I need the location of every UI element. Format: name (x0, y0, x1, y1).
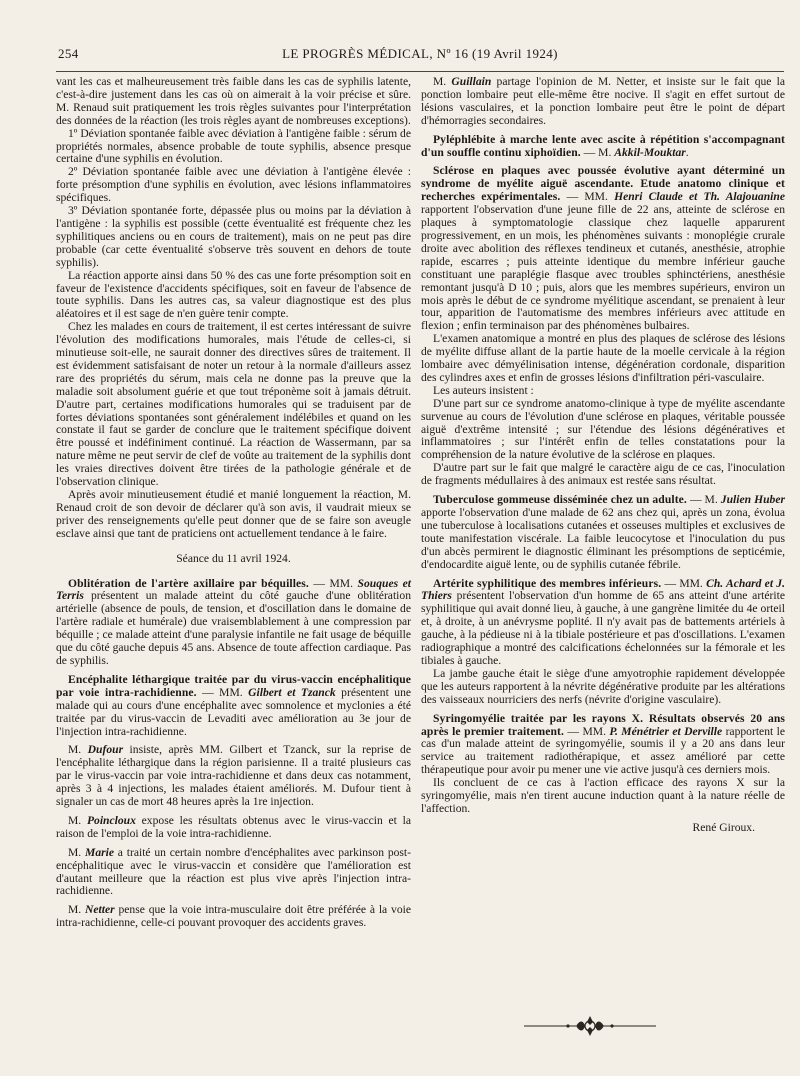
paragraph: 1º Déviation spontanée faible avec déviation à l'antigène faible : sérum de propriétés normales, absence probable de toute syphilis, absence presque certaine d'une syphilis en évolution. (56, 126, 411, 166)
communication-authors: Gilbert et Tzanck (248, 685, 336, 699)
communication-entry (421, 713, 785, 778)
separator: — M. (580, 145, 615, 159)
communication-entry (421, 578, 785, 668)
communication-entry (56, 674, 411, 739)
left-column (56, 76, 411, 930)
communication-entry (421, 134, 785, 160)
paragraph: L'examen anatomique a montré en plus des plaques de sclérose des lésions de myélite diffuse allant de la partie haute de la moelle cervicale à la région lombaire avec démyélinisation intense, dégénération cordonale, disparition des cylindres axes et enfin de grosses lésions d'infiltration péri-vasculaire. (421, 332, 785, 384)
page-number: 254 (58, 46, 79, 61)
discussion-text: a traité un certain nombre d'encéphalites avec parkinson post-encéphalitique avec le virus-vaccin et considère que l'amélioration est d'autant meilleure que la réaction est plus vive après l'injection intra-rachidienne. (56, 845, 412, 898)
discussant: Dufour (87, 743, 124, 757)
communication-authors: Julien Huber (720, 493, 785, 507)
fleuron-ornament-icon (520, 1014, 660, 1038)
communication-text: rapportent le cas d'un malade atteint de syringomyélie, soumis il y a 20 ans dans leur service au traitement radiothérapique, et assez amélioré par cette thérapeutique pour avoir pu mener une vie active jusqu'à ces derniers mois. (421, 724, 786, 777)
discussion-paragraph (421, 76, 785, 128)
prefix: M. (433, 75, 452, 88)
discussion-text: pense que la voie intra-musculaire doit être préférée à la voie intra-rachidienne, celle-ci pouvant provoquer des accidents graves. (56, 903, 411, 930)
communication-text: présentent un malade atteint du côté gauche d'une oblitération artérielle (absence de pouls, de tension, et d'oscillation dans le domaine de l'artère radiale et humérale) due vraisemblablement à une compression par béquille ; ce malade atteint d'une paralysie infantile ne fait usage de béquille que du côté gauche depuis 45 ans. Absence de toute affection cardiaque. Pas de syphilis. (56, 589, 411, 667)
communication-title: Pyléphlébite à marche lente avec ascite à répétition s'accompagnant d'un souffle continu xiphoïdien. (421, 132, 785, 159)
communication-entry (421, 165, 785, 333)
paragraph: Chez les malades en cours de traitement, il est certes intéressant de suivre l'évolution des modifications humorales, mais l'étude de celles-ci, si minutieuse soit-elle, ne saurait donner des directives sûres de traitement. Il est évidemment satisfaisant de noter un retour à la normale d'ailleurs assez rare des propriétés du sérum, mais cela ne donne pas la preuve que la maladie soit absolument guérie et que tout tréponème soit à jamais détruit. D'autre part, certaines modifications humorales qui se traduisent par de fortes déviations spontanées sont généralement indélébiles et quand on les constate il faut se garder de conclure que le traitement spécifique doivent être poussé et indéfiniment continué. La réaction de Wassermann, par sa nature même ne peut servir de clef de voûte au traitement de la syphilis dont les vraies directives doivent être tirées de la pathologie générale et de l'observation clinique. (56, 320, 411, 489)
paragraph: 2º Déviation spontanée faible avec une déviation à l'antigène élevée : forte présomption d'une syphilis en évolution, avec lésions inflammatoires spécifiques. (56, 165, 411, 205)
prefix: M. (68, 743, 88, 757)
communication-authors: Souques et Terris (56, 576, 411, 603)
discussant: Marie (85, 845, 114, 859)
signature: René Giroux. (692, 820, 755, 834)
prefix: M. (68, 813, 87, 827)
communication-title: Encéphalite léthargique traitée par du virus-vaccin encéphalitique par voie intra-rachidienne. (56, 672, 411, 699)
separator: — M. (686, 493, 721, 507)
separator: — MM. (196, 685, 249, 699)
separator: — MM. (308, 576, 358, 590)
running-header (56, 38, 784, 61)
discussion-text: partage l'opinion de M. Netter, et insiste sur le fait que la ponction lombaire peut elle-même être nocive. Il s'agit en effet surtout de lésions vasculaires, et la ponction lombaire peut être le point de départ d'hémorragies secondaires. (421, 75, 785, 127)
discussion-paragraph (56, 815, 411, 841)
communication-text: présentent une malade qui au cours d'une encéphalite avec somnolence et myclonies a été traitée par du virus-vaccin de Levaditi avec amélioration au 3e jour de l'injection intra-rachidienne. (56, 685, 412, 738)
communication-text: présentent l'observation d'un homme de 65 ans atteint d'une artérite syphilitique qui avait donné lieu, à gauche, à une gangrène limitée du 4e orteil et, à droite, à un anévrysme poplité. Il n'y avait pas de battements artériels à gauche, à la pédieuse ni à la tibiale postérieure et pas d'oscillations. L'examen radiographique a montré des calcifications échelonnées sur la fémorale et les tibiales à gauche. (421, 589, 785, 667)
prefix: M. (68, 845, 86, 859)
communication-text: rapportent l'observation d'une jeune fille de 22 ans, atteinte de sclérose en plaques à symptomatologie classique chez laquelle apparurent progressivement, en un mois, les phénomènes suivants : monoplégie crurale droite avec abolition des réflexes tendineux et cutanés, anesthésie, atrophie rapide, escarres ; puis atteinte identique du membre inférieur gauche constituant une paraplégie flasque avec troubles sphinctériens, anesthésie remontant jusqu'à D 10 ; puis, alors que les membres supérieurs, environ un mois après le début de ce syndrome myélitique ascendant, se prenaient à leur tour, apparition de l'automatisme des membres inférieurs avec attitude en flexion ; enfin terminaison par des phénomènes bulbaires. (421, 203, 785, 333)
paragraph: 3º Déviation spontanée forte, dépassée plus ou moins par la déviation à l'antigène : la syphilis est possible (cette éventualité est fréquente chez les syphilitiques anciens ou en cours de traitement), mais on ne peut pas dire probable (car cette éventualité s'observe très souvent en dehors de toute syphilis). (56, 204, 411, 269)
session-heading: Séance du 11 avril 1924. (176, 551, 291, 565)
right-column (421, 76, 785, 835)
communication-title: Artérite syphilitique des membres inférieurs. (433, 576, 662, 590)
paragraph: La réaction apporte ainsi dans 50 % des cas une forte présomption soit en faveur de l'existence d'accidents spécifiques, soit en faveur de l'absence de toute syphilis. Dans les autres cas, sa valeur diagnostique est des plus aléatoires et il est sage de n'en guère tenir compte. (56, 268, 411, 321)
paragraph: Ils concluent de ce cas à l'action efficace des rayons X sur la syringomyélie, mais n'en tirent aucune induction quant à la nature réelle de l'affection. (421, 776, 785, 815)
communication-title: Sclérose en plaques avec poussée évolutive ayant déterminé un syndrome de myélite aiguë ascendante. Etude anatomo clinique et recherches expérimentales. (421, 164, 785, 204)
discussion-paragraph (56, 847, 411, 899)
communication-authors: Ch. Achard et J. Thiers (421, 576, 785, 603)
paragraph: D'une part sur ce syndrome anatomo-clinique à type de myélite ascendante survenue au cours de l'évolution d'une sclérose en plaques, véritable poussée aiguë d'extrême intensité ; sur l'étendue des lésions dégénératives et inflammatoires ; sur l'intérêt enfin de telles constatations pour la compréhension de la nature évolutive de la sclérose en plaques. (421, 396, 785, 462)
prefix: M. (68, 903, 86, 917)
separator: — MM. (564, 724, 610, 738)
header-rule (56, 71, 784, 72)
discussant: Guillain (451, 75, 492, 88)
paragraph: vant les cas et malheureusement très faible dans les cas de syphilis latente, c'est-à-dire justement dans les cas où on aimerait à la voir précise et sûre. M. Renaud suit pratiquement les trois règles suivantes pour l'interprétation des données de la réaction (les trois règles ayant de nombreuses exceptions). (56, 75, 411, 127)
communication-title: Tuberculose gommeuse disséminée chez un adulte. (433, 493, 687, 507)
discussion-paragraph (56, 904, 411, 930)
communication-entry (421, 494, 785, 571)
discussant: Netter (85, 903, 115, 917)
period: . (685, 145, 689, 159)
communication-authors: P. Ménétrier et Derville (609, 724, 723, 738)
separator: — MM. (661, 576, 707, 590)
paragraph: La jambe gauche était le siège d'une amyotrophie rapidement développée que les auteurs rapportent à la névrite dégénérative produite par les altérations des vaisseaux nourriciers des nerfs (névrite d'origine vasculaire). (421, 666, 785, 706)
communication-title: Oblitération de l'artère axillaire par béquilles. (68, 576, 309, 590)
communication-authors: Akkil-Mouktar (614, 145, 686, 159)
paragraph: Après avoir minutieusement étudié et manié longuement la réaction, M. Renaud croit de son devoir de déclarer qu'à son avis, il vaudrait mieux se priver des renseignements qu'elle peut donner que de se faire son aveugle esclave ainsi que tant de praticiens ont actuellement tendance à le faire. (56, 488, 411, 540)
paragraph: D'autre part sur le fait que malgré le caractère aigu de ce cas, l'inoculation de fragments médullaires à des animaux est restée sans résultat. (421, 461, 785, 488)
paragraph: Les auteurs insistent : (433, 383, 534, 397)
journal-title: LE PROGRÈS MÉDICAL, Nº 16 (19 Avril 1924) (282, 46, 558, 61)
discussant: Poincloux (86, 813, 136, 827)
communication-entry (56, 578, 411, 668)
communication-authors: Henri Claude et Th. Alajouanine (614, 190, 785, 204)
communication-title: Syringomyélie traitée par les rayons X. Résultats observés 20 ans après le premier traitement. (421, 711, 785, 738)
separator: — MM. (560, 190, 615, 204)
discussion-text: insiste, après MM. Gilbert et Tzanck, sur la reprise de l'encéphalite léthargique dans la région parisienne. Il a traité plusieurs cas par le virus-vaccin par voie intra-rachidienne et dans deux cas notamment, après 3 à 4 injections, les malades étaient améliorés. M. Dufour tient à signaler un cas de mort 48 heures après la 1re injection. (56, 743, 411, 809)
communication-text: apporte l'observation d'une malade de 62 ans chez qui, après un zona, évolua une tuberculose à localisations cutanées et osseuses multiples et exclusives de toute manifestation viscérale. La faible leucocytose et l'inoculation du pus d'un abcès permirent le diagnostic éliminant les présomptions de septicémie, d'endocardite aiguë lente, ou de syphilis cutanée fébrile. (421, 506, 785, 571)
discussion-text: expose les résultats obtenus avec le virus-vaccin et la raison de l'emploi de la voie intra-rachidienne. (56, 813, 411, 840)
discussion-paragraph (56, 744, 411, 809)
